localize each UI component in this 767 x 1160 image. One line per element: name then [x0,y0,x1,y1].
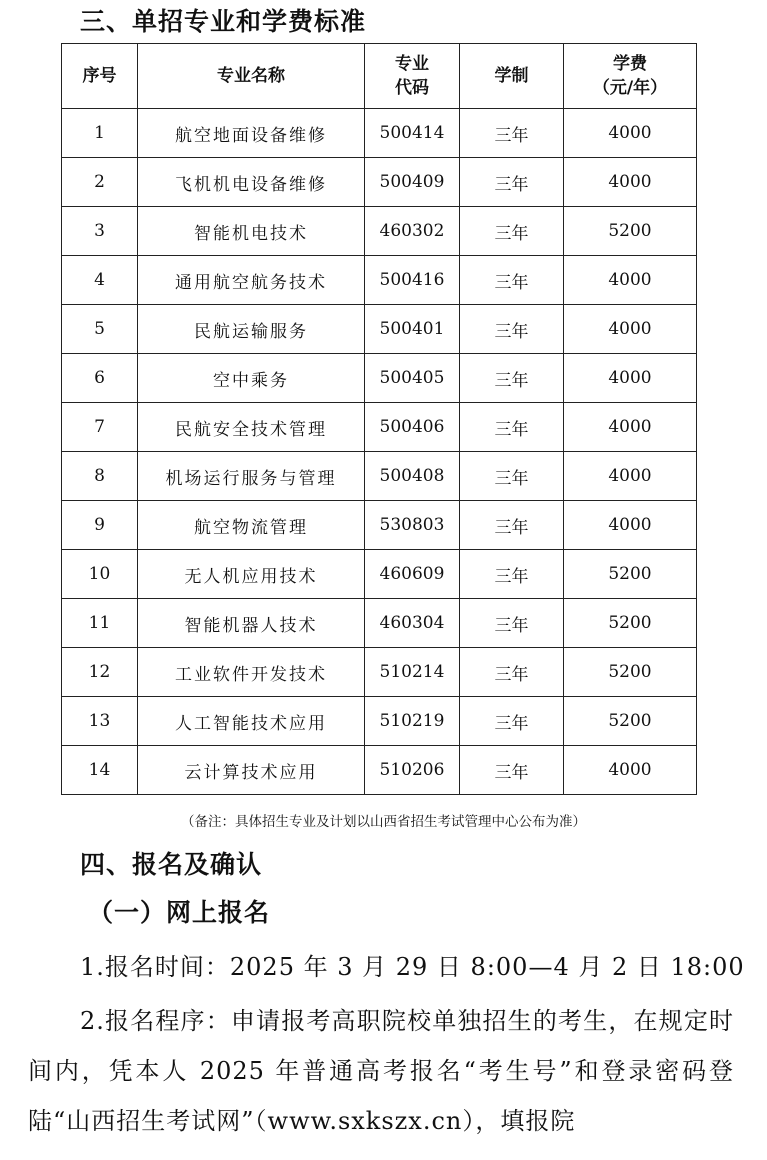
cell-fee: 4000 [564,158,697,207]
cell-major-code: 460304 [365,599,460,648]
cell-duration: 三年 [460,746,564,795]
section-title-tuition: 三、单招专业和学费标准 [80,7,367,36]
cell-seq: 2 [62,158,138,207]
table-row [62,109,697,158]
table-row [62,501,697,550]
cell-major-code: 500401 [365,305,460,354]
cell-seq: 13 [62,697,138,746]
cell-fee: 4000 [564,403,697,452]
table-row [62,550,697,599]
cell-duration: 三年 [460,256,564,305]
cell-seq: 4 [62,256,138,305]
cell-duration: 三年 [460,501,564,550]
cell-fee: 4000 [564,452,697,501]
table-row [62,207,697,256]
cell-fee: 5200 [564,550,697,599]
cell-major-code: 460609 [365,550,460,599]
paragraph-registration-procedure: 2.报名程序：申请报考高职院校单独招生的考生，在规定时间内，凭本人 2025 年普通高考报名“考生号”和登录密码登陆“山西招生考试网”（www.sxkszx.cn），填报院 [28,1007,734,1135]
cell-seq: 6 [62,354,138,403]
cell-major-name: 机场运行服务与管理 [138,452,365,501]
header-code-line1: 专业 [395,54,429,74]
header-seq: 序号 [62,44,138,109]
cell-duration: 三年 [460,403,564,452]
cell-duration: 三年 [460,109,564,158]
cell-major-name: 云计算技术应用 [138,746,365,795]
table-footnote: （备注：具体招生专业及计划以山西省招生考试管理中心公布为准） [181,814,586,830]
cell-seq: 1 [62,109,138,158]
cell-seq: 12 [62,648,138,697]
cell-fee: 5200 [564,697,697,746]
header-duration: 学制 [460,44,564,109]
cell-duration: 三年 [460,550,564,599]
cell-seq: 3 [62,207,138,256]
cell-fee: 4000 [564,501,697,550]
cell-major-name: 工业软件开发技术 [138,648,365,697]
header-major-name: 专业名称 [138,44,365,109]
cell-major-code: 500405 [365,354,460,403]
cell-major-name: 智能机电技术 [138,207,365,256]
cell-major-name: 无人机应用技术 [138,550,365,599]
cell-major-code: 460302 [365,207,460,256]
cell-major-name: 空中乘务 [138,354,365,403]
cell-fee: 5200 [564,599,697,648]
cell-fee: 4000 [564,746,697,795]
cell-duration: 三年 [460,452,564,501]
table-row [62,746,697,795]
cell-major-code: 530803 [365,501,460,550]
cell-fee: 4000 [564,354,697,403]
table-row [62,599,697,648]
cell-seq: 7 [62,403,138,452]
cell-duration: 三年 [460,648,564,697]
cell-duration: 三年 [460,207,564,256]
table-row [62,697,697,746]
cell-major-code: 500414 [365,109,460,158]
cell-major-name: 飞机机电设备维修 [138,158,365,207]
cell-major-code: 500409 [365,158,460,207]
subsection-title-online-registration: （一）网上报名 [88,898,271,927]
cell-major-code: 500408 [365,452,460,501]
cell-duration: 三年 [460,305,564,354]
cell-seq: 11 [62,599,138,648]
cell-major-name: 航空物流管理 [138,501,365,550]
header-code-line2: 代码 [395,78,429,98]
table-row [62,305,697,354]
cell-major-code: 510219 [365,697,460,746]
cell-fee: 5200 [564,648,697,697]
section-title-registration: 四、报名及确认 [80,850,263,879]
header-fee [564,44,697,109]
cell-seq: 10 [62,550,138,599]
table-row [62,158,697,207]
cell-major-name: 民航运输服务 [138,305,365,354]
table-row [62,256,697,305]
cell-seq: 5 [62,305,138,354]
cell-duration: 三年 [460,158,564,207]
cell-major-name: 民航安全技术管理 [138,403,365,452]
header-fee-line2: （元/年） [592,78,668,98]
major-tuition-table [61,43,697,795]
cell-duration: 三年 [460,599,564,648]
cell-major-name: 人工智能技术应用 [138,697,365,746]
table-row [62,403,697,452]
cell-duration: 三年 [460,354,564,403]
cell-seq: 14 [62,746,138,795]
table-row [62,648,697,697]
table-header-row [62,44,697,109]
cell-major-code: 510214 [365,648,460,697]
cell-fee: 4000 [564,305,697,354]
cell-seq: 8 [62,452,138,501]
cell-duration: 三年 [460,697,564,746]
cell-major-name: 智能机器人技术 [138,599,365,648]
cell-fee: 4000 [564,256,697,305]
paragraph-registration-time: 1.报名时间：2025 年 3 月 29 日 8:00—4 月 2 日 18:00 [80,953,745,981]
header-major-code [365,44,460,109]
cell-fee: 5200 [564,207,697,256]
table-row [62,354,697,403]
cell-major-code: 500406 [365,403,460,452]
header-fee-line1: 学费 [613,54,647,74]
cell-fee: 4000 [564,109,697,158]
cell-major-name: 航空地面设备维修 [138,109,365,158]
table-row [62,452,697,501]
cell-seq: 9 [62,501,138,550]
cell-major-code: 500416 [365,256,460,305]
table-body [62,109,697,795]
cell-major-code: 510206 [365,746,460,795]
cell-major-name: 通用航空航务技术 [138,256,365,305]
